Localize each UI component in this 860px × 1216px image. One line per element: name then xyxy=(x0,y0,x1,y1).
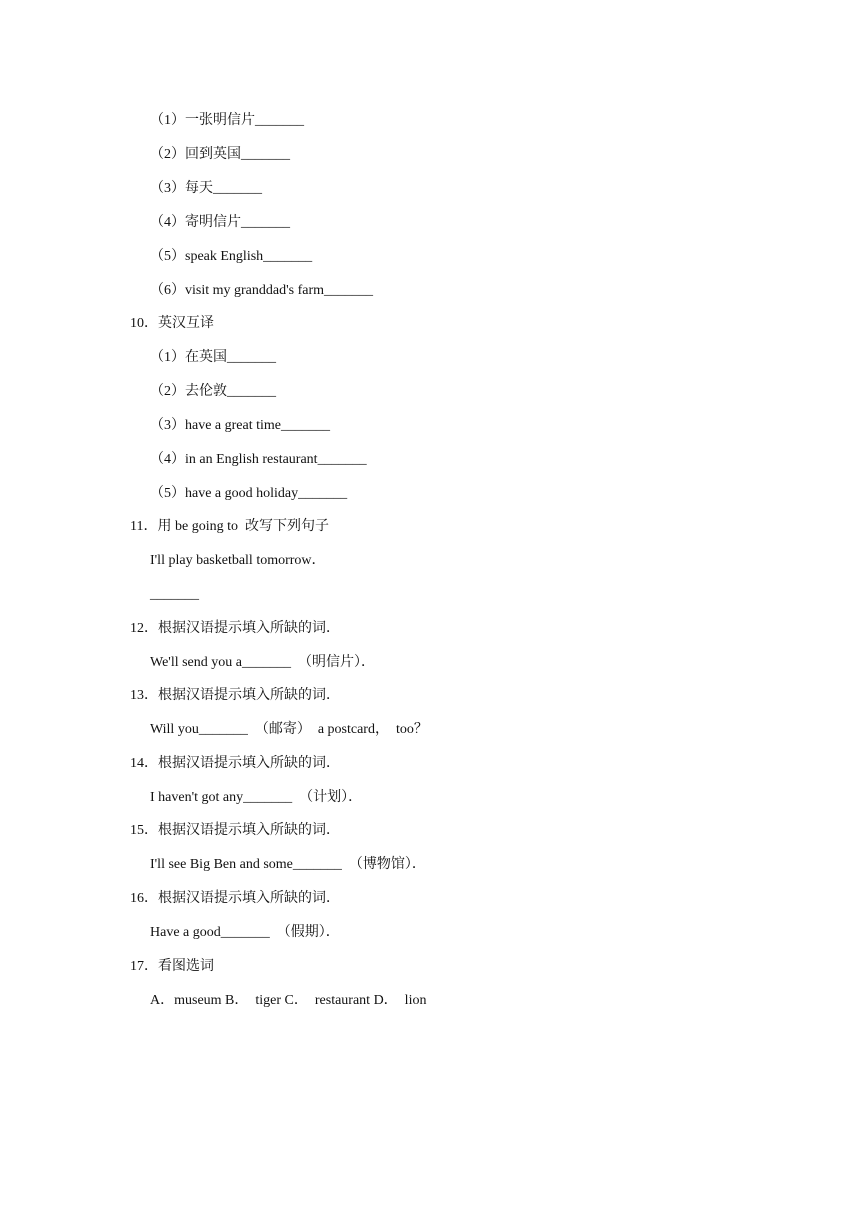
q17-heading: 17．看图选词 xyxy=(130,959,214,974)
q15-sentence: I'll see Big Ben and some_______ （博物馆）． xyxy=(150,857,426,872)
q10-heading: 10．英汉互译 xyxy=(130,316,214,331)
q13-heading: 13．根据汉语提示填入所缺的词． xyxy=(130,688,340,703)
q10-item-5: （5）have a good holiday_______ xyxy=(150,486,348,501)
q15-heading: 15．根据汉语提示填入所缺的词． xyxy=(130,823,340,838)
q16-heading: 16．根据汉语提示填入所缺的词． xyxy=(130,891,340,906)
q11-answer-blank: _______ xyxy=(150,587,199,602)
q9-item-3: （3）每天_______ xyxy=(150,181,262,196)
q11-heading: 11．用 be going to 改写下列句子 xyxy=(130,519,329,534)
q16-sentence: Have a good_______ （假期）． xyxy=(150,925,340,940)
q9-item-2: （2）回到英国_______ xyxy=(150,147,290,162)
q14-heading: 14．根据汉语提示填入所缺的词． xyxy=(130,756,340,771)
q17-options: A．museum B． tiger C． restaurant D． lion xyxy=(150,993,427,1008)
q14-sentence: I haven't got any_______ （计划）． xyxy=(150,790,363,805)
q13-sentence: Will you_______ （邮寄） a postcard， too？ xyxy=(150,722,428,737)
q10-item-1: （1）在英国_______ xyxy=(150,350,276,365)
q9-item-4: （4）寄明信片_______ xyxy=(150,215,290,230)
q12-heading: 12．根据汉语提示填入所缺的词． xyxy=(130,621,340,636)
q10-item-4: （4）in an English restaurant_______ xyxy=(150,452,367,467)
q12-sentence: We'll send you a_______ （明信片）． xyxy=(150,655,375,670)
q9-item-6: （6）visit my granddad's farm_______ xyxy=(150,283,373,298)
q9-item-1: （1）一张明信片_______ xyxy=(150,113,304,128)
q9-item-5: （5）speak English_______ xyxy=(150,249,313,264)
q10-item-3: （3）have a great time_______ xyxy=(150,418,331,433)
q10-item-2: （2）去伦敦_______ xyxy=(150,384,276,399)
q11-sentence: I'll play basketball tomorrow． xyxy=(150,553,326,568)
